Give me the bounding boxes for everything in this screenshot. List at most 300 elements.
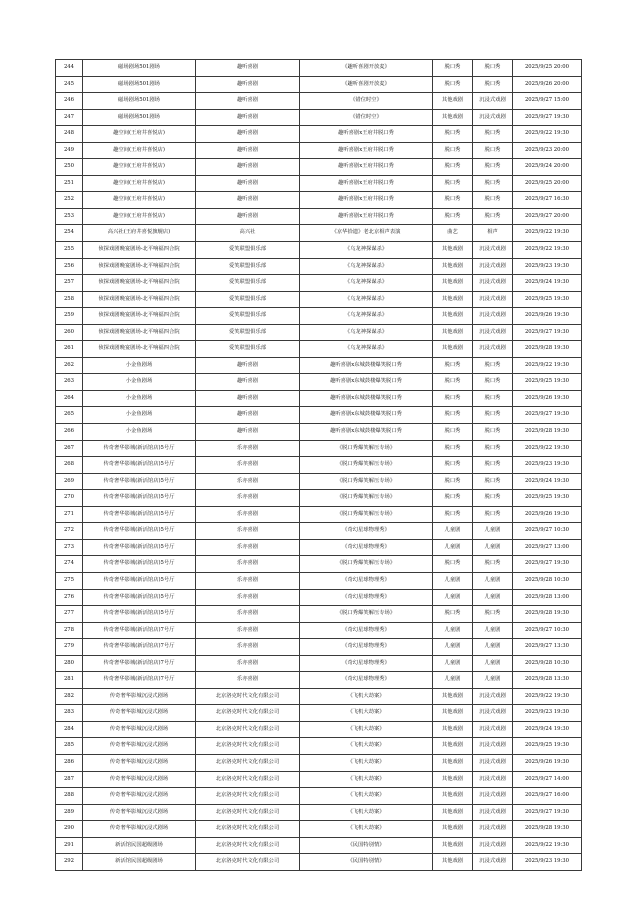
organizer-cell: 趣听喜剧 (196, 192, 300, 209)
organizer-cell: 北京洛克时代文化有限公司 (196, 754, 300, 771)
row-number-cell: 253 (56, 208, 83, 225)
genre-cell: 沉浸式戏剧 (473, 109, 513, 126)
venue-cell: 趣空间(王府井喜悦店) (83, 208, 196, 225)
category-cell: 其他戏剧 (433, 291, 473, 308)
row-number-cell: 273 (56, 539, 83, 556)
category-cell: 其他戏剧 (433, 308, 473, 325)
show-title-cell: 《奇幻星球物理秀》 (300, 539, 433, 556)
venue-cell: 传奇奢华影城(新活馆店)5号厅 (83, 606, 196, 623)
organizer-cell: 乐亦喜剧 (196, 490, 300, 507)
row-number-cell: 249 (56, 142, 83, 159)
datetime-cell: 2025/9/22 19:30 (513, 440, 582, 457)
row-number-cell: 267 (56, 440, 83, 457)
genre-cell: 脱口秀 (473, 159, 513, 176)
datetime-cell: 2025/9/28 19:30 (513, 606, 582, 623)
venue-cell: 磁场剧场501剧场 (83, 76, 196, 93)
genre-cell: 沉浸式戏剧 (473, 771, 513, 788)
datetime-cell: 2025/9/26 19:30 (513, 390, 582, 407)
datetime-cell: 2025/9/23 19:30 (513, 258, 582, 275)
category-cell: 脱口秀 (433, 76, 473, 93)
show-title-cell: 《脱口秀爆笑解压专场》 (300, 606, 433, 623)
organizer-cell: 乐亦喜剧 (196, 589, 300, 606)
genre-cell: 沉浸式戏剧 (473, 721, 513, 738)
organizer-cell: 趣听喜剧 (196, 93, 300, 110)
organizer-cell: 北京洛克时代文化有限公司 (196, 854, 300, 871)
category-cell: 儿童剧 (433, 672, 473, 689)
row-number-cell: 290 (56, 821, 83, 838)
category-cell: 儿童剧 (433, 589, 473, 606)
table-row (56, 688, 582, 705)
organizer-cell: 趣听喜剧 (196, 159, 300, 176)
datetime-cell: 2025/9/23 19:30 (513, 457, 582, 474)
row-number-cell: 286 (56, 754, 83, 771)
row-number-cell: 271 (56, 506, 83, 523)
organizer-cell: 北京洛克时代文化有限公司 (196, 821, 300, 838)
row-number-cell: 275 (56, 572, 83, 589)
category-cell: 曲艺 (433, 225, 473, 242)
genre-cell: 脱口秀 (473, 175, 513, 192)
genre-cell: 脱口秀 (473, 76, 513, 93)
datetime-cell: 2025/9/25 19:30 (513, 490, 582, 507)
venue-cell: 磁场剧场501剧场 (83, 60, 196, 77)
venue-cell: 传奇奢华影城沉浸式剧场 (83, 754, 196, 771)
table-row (56, 572, 582, 589)
genre-cell: 沉浸式戏剧 (473, 258, 513, 275)
category-cell: 脱口秀 (433, 159, 473, 176)
category-cell: 脱口秀 (433, 126, 473, 143)
venue-cell: 传奇奢华影城(新活馆店)5号厅 (83, 457, 196, 474)
category-cell: 儿童剧 (433, 523, 473, 540)
show-title-cell: 《脱口秀爆笑解压专场》 (300, 556, 433, 573)
show-title-cell: 《乌龙神探谋杀》 (300, 341, 433, 358)
organizer-cell: 爱笑联盟俱乐部 (196, 275, 300, 292)
table-row (56, 308, 582, 325)
table-row (56, 506, 582, 523)
venue-cell: 趣空间(王府井喜悦店) (83, 175, 196, 192)
venue-cell: 新活馆民国超级剧场 (83, 854, 196, 871)
venue-cell: 磁场剧场501剧场 (83, 93, 196, 110)
table-row (56, 606, 582, 623)
category-cell: 其他戏剧 (433, 705, 473, 722)
datetime-cell: 2025/9/23 20:00 (513, 142, 582, 159)
genre-cell: 相声 (473, 225, 513, 242)
genre-cell: 沉浸式戏剧 (473, 738, 513, 755)
category-cell: 儿童剧 (433, 622, 473, 639)
category-cell: 其他戏剧 (433, 275, 473, 292)
genre-cell: 沉浸式戏剧 (473, 821, 513, 838)
show-title-cell: 趣听喜剧x王府井脱口秀 (300, 142, 433, 159)
organizer-cell: 爱笑联盟俱乐部 (196, 341, 300, 358)
table-row (56, 457, 582, 474)
show-title-cell: 《飞机大劫案》 (300, 821, 433, 838)
show-title-cell: 《京华拾遗》老北京相声表演 (300, 225, 433, 242)
table-row (56, 175, 582, 192)
category-cell: 脱口秀 (433, 606, 473, 623)
venue-cell: 传奇奢华影城(新活馆店)5号厅 (83, 490, 196, 507)
show-title-cell: 趣听喜剧x王府井脱口秀 (300, 192, 433, 209)
category-cell: 儿童剧 (433, 539, 473, 556)
row-number-cell: 262 (56, 357, 83, 374)
genre-cell: 脱口秀 (473, 192, 513, 209)
venue-cell: 侦探戏剧晚宴剧场-北平响福四合院 (83, 275, 196, 292)
datetime-cell: 2025/9/23 19:30 (513, 705, 582, 722)
venue-cell: 侦探戏剧晚宴剧场-北平响福四合院 (83, 308, 196, 325)
row-number-cell: 251 (56, 175, 83, 192)
show-title-cell: 《错位时空》 (300, 109, 433, 126)
datetime-cell: 2025/9/28 19:30 (513, 821, 582, 838)
show-title-cell: 《乌龙神探谋杀》 (300, 291, 433, 308)
show-title-cell: 《飞机大劫案》 (300, 804, 433, 821)
organizer-cell: 爱笑联盟俱乐部 (196, 242, 300, 259)
category-cell: 其他戏剧 (433, 788, 473, 805)
category-cell: 其他戏剧 (433, 242, 473, 259)
genre-cell: 沉浸式戏剧 (473, 688, 513, 705)
table-row (56, 192, 582, 209)
show-title-cell: 《脱口秀爆笑解压专场》 (300, 457, 433, 474)
datetime-cell: 2025/9/24 19:30 (513, 473, 582, 490)
organizer-cell: 趣听喜剧 (196, 76, 300, 93)
genre-cell: 脱口秀 (473, 556, 513, 573)
table-row (56, 788, 582, 805)
genre-cell: 沉浸式戏剧 (473, 854, 513, 871)
organizer-cell: 趣听喜剧 (196, 424, 300, 441)
organizer-cell: 北京洛克时代文化有限公司 (196, 837, 300, 854)
datetime-cell: 2025/9/27 13:30 (513, 639, 582, 656)
organizer-cell: 北京洛克时代文化有限公司 (196, 788, 300, 805)
genre-cell: 儿童剧 (473, 622, 513, 639)
category-cell: 脱口秀 (433, 175, 473, 192)
row-number-cell: 284 (56, 721, 83, 738)
category-cell: 其他戏剧 (433, 258, 473, 275)
organizer-cell: 乐亦喜剧 (196, 639, 300, 656)
category-cell: 脱口秀 (433, 60, 473, 77)
category-cell: 其他戏剧 (433, 341, 473, 358)
venue-cell: 传奇奢华影城(新活馆店)5号厅 (83, 473, 196, 490)
datetime-cell: 2025/9/28 13:30 (513, 672, 582, 689)
datetime-cell: 2025/9/24 19:30 (513, 275, 582, 292)
venue-cell: 传奇奢华影城(新活馆店)5号厅 (83, 589, 196, 606)
datetime-cell: 2025/9/27 15:00 (513, 93, 582, 110)
genre-cell: 沉浸式戏剧 (473, 804, 513, 821)
row-number-cell: 266 (56, 424, 83, 441)
table-row (56, 109, 582, 126)
venue-cell: 高兴社(王府井喜悦旗舰店) (83, 225, 196, 242)
row-number-cell: 248 (56, 126, 83, 143)
venue-cell: 传奇奢华影城沉浸式剧场 (83, 721, 196, 738)
organizer-cell: 趣听喜剧 (196, 109, 300, 126)
venue-cell: 传奇奢华影城(新活馆店)5号厅 (83, 539, 196, 556)
genre-cell: 脱口秀 (473, 142, 513, 159)
organizer-cell: 趣听喜剧 (196, 208, 300, 225)
row-number-cell: 264 (56, 390, 83, 407)
datetime-cell: 2025/9/22 19:30 (513, 242, 582, 259)
organizer-cell: 爱笑联盟俱乐部 (196, 308, 300, 325)
venue-cell: 趣空间(王府井喜悦店) (83, 159, 196, 176)
row-number-cell: 246 (56, 93, 83, 110)
organizer-cell: 北京洛克时代文化有限公司 (196, 804, 300, 821)
genre-cell: 脱口秀 (473, 374, 513, 391)
table-row (56, 374, 582, 391)
organizer-cell: 乐亦喜剧 (196, 473, 300, 490)
venue-cell: 传奇奢华影城(新活馆店)5号厅 (83, 572, 196, 589)
datetime-cell: 2025/9/28 10:30 (513, 572, 582, 589)
venue-cell: 传奇奢华影城(新活馆店)5号厅 (83, 506, 196, 523)
genre-cell: 儿童剧 (473, 639, 513, 656)
genre-cell: 沉浸式戏剧 (473, 308, 513, 325)
genre-cell: 沉浸式戏剧 (473, 837, 513, 854)
organizer-cell: 乐亦喜剧 (196, 606, 300, 623)
genre-cell: 儿童剧 (473, 672, 513, 689)
row-number-cell: 276 (56, 589, 83, 606)
table-row (56, 738, 582, 755)
show-title-cell: 《民国特别情》 (300, 854, 433, 871)
show-title-cell: 《奇幻星球物理秀》 (300, 572, 433, 589)
datetime-cell: 2025/9/26 19:30 (513, 506, 582, 523)
datetime-cell: 2025/9/28 13:00 (513, 589, 582, 606)
show-title-cell: 《奇幻星球物理秀》 (300, 639, 433, 656)
datetime-cell: 2025/9/23 19:30 (513, 854, 582, 871)
genre-cell: 脱口秀 (473, 506, 513, 523)
table-row (56, 126, 582, 143)
organizer-cell: 乐亦喜剧 (196, 622, 300, 639)
category-cell: 脱口秀 (433, 142, 473, 159)
table-row (56, 490, 582, 507)
venue-cell: 传奇奢华影城(新活馆店)5号厅 (83, 440, 196, 457)
row-number-cell: 289 (56, 804, 83, 821)
show-title-cell: 趣听喜剧x东城鼓楼爆笑脱口秀 (300, 374, 433, 391)
organizer-cell: 乐亦喜剧 (196, 506, 300, 523)
venue-cell: 传奇奢华影城(新活馆店)7号厅 (83, 639, 196, 656)
category-cell: 儿童剧 (433, 572, 473, 589)
category-cell: 其他戏剧 (433, 688, 473, 705)
category-cell: 其他戏剧 (433, 738, 473, 755)
organizer-cell: 乐亦喜剧 (196, 655, 300, 672)
venue-cell: 小金鱼剧场 (83, 424, 196, 441)
datetime-cell: 2025/9/26 19:30 (513, 754, 582, 771)
genre-cell: 儿童剧 (473, 572, 513, 589)
venue-cell: 趣空间(王府井喜悦店) (83, 142, 196, 159)
datetime-cell: 2025/9/27 19:30 (513, 804, 582, 821)
datetime-cell: 2025/9/24 19:30 (513, 721, 582, 738)
show-title-cell: 《民国特别情》 (300, 837, 433, 854)
table-row (56, 258, 582, 275)
show-title-cell: 《奇幻星球物理秀》 (300, 622, 433, 639)
genre-cell: 沉浸式戏剧 (473, 341, 513, 358)
venue-cell: 传奇奢华影城沉浸式剧场 (83, 788, 196, 805)
table-row (56, 208, 582, 225)
organizer-cell: 趣听喜剧 (196, 126, 300, 143)
organizer-cell: 北京洛克时代文化有限公司 (196, 705, 300, 722)
category-cell: 脱口秀 (433, 490, 473, 507)
table-row (56, 771, 582, 788)
organizer-cell: 爱笑联盟俱乐部 (196, 258, 300, 275)
row-number-cell: 259 (56, 308, 83, 325)
organizer-cell: 爱笑联盟俱乐部 (196, 291, 300, 308)
category-cell: 脱口秀 (433, 506, 473, 523)
genre-cell: 沉浸式戏剧 (473, 788, 513, 805)
row-number-cell: 245 (56, 76, 83, 93)
genre-cell: 脱口秀 (473, 60, 513, 77)
datetime-cell: 2025/9/27 14:00 (513, 771, 582, 788)
table-row (56, 705, 582, 722)
organizer-cell: 乐亦喜剧 (196, 572, 300, 589)
row-number-cell: 247 (56, 109, 83, 126)
category-cell: 其他戏剧 (433, 324, 473, 341)
row-number-cell: 256 (56, 258, 83, 275)
venue-cell: 磁场剧场501剧场 (83, 109, 196, 126)
show-title-cell: 《飞机大劫案》 (300, 754, 433, 771)
organizer-cell: 北京洛克时代文化有限公司 (196, 721, 300, 738)
category-cell: 脱口秀 (433, 473, 473, 490)
category-cell: 脱口秀 (433, 208, 473, 225)
category-cell: 其他戏剧 (433, 804, 473, 821)
datetime-cell: 2025/9/27 19:30 (513, 556, 582, 573)
show-title-cell: 趣听喜剧x东城鼓楼爆笑脱口秀 (300, 390, 433, 407)
row-number-cell: 250 (56, 159, 83, 176)
organizer-cell: 乐亦喜剧 (196, 672, 300, 689)
show-title-cell: 《奇幻星球物理秀》 (300, 523, 433, 540)
table-row (56, 854, 582, 871)
genre-cell: 儿童剧 (473, 523, 513, 540)
venue-cell: 传奇奢华影城(新活馆店)7号厅 (83, 672, 196, 689)
organizer-cell: 趣听喜剧 (196, 60, 300, 77)
show-title-cell: 趣听喜剧x东城鼓楼爆笑脱口秀 (300, 407, 433, 424)
category-cell: 儿童剧 (433, 639, 473, 656)
row-number-cell: 257 (56, 275, 83, 292)
datetime-cell: 2025/9/28 10:30 (513, 655, 582, 672)
show-title-cell: 《乌龙神探谋杀》 (300, 275, 433, 292)
venue-cell: 趣空间(王府井喜悦店) (83, 192, 196, 209)
show-title-cell: 《乌龙神探谋杀》 (300, 308, 433, 325)
category-cell: 脱口秀 (433, 407, 473, 424)
table-row (56, 539, 582, 556)
table-row (56, 672, 582, 689)
table-row (56, 639, 582, 656)
genre-cell: 沉浸式戏剧 (473, 93, 513, 110)
table-row (56, 424, 582, 441)
organizer-cell: 乐亦喜剧 (196, 523, 300, 540)
organizer-cell: 趣听喜剧 (196, 175, 300, 192)
category-cell: 其他戏剧 (433, 754, 473, 771)
genre-cell: 脱口秀 (473, 208, 513, 225)
venue-cell: 传奇奢华影城沉浸式剧场 (83, 688, 196, 705)
show-title-cell: 《飞机大劫案》 (300, 721, 433, 738)
venue-cell: 侦探戏剧晚宴剧场-北平响福四合院 (83, 324, 196, 341)
datetime-cell: 2025/9/25 19:30 (513, 738, 582, 755)
row-number-cell: 254 (56, 225, 83, 242)
genre-cell: 沉浸式戏剧 (473, 291, 513, 308)
table-row (56, 440, 582, 457)
organizer-cell: 乐亦喜剧 (196, 539, 300, 556)
row-number-cell: 292 (56, 854, 83, 871)
datetime-cell: 2025/9/22 19:30 (513, 357, 582, 374)
genre-cell: 脱口秀 (473, 424, 513, 441)
genre-cell: 沉浸式戏剧 (473, 754, 513, 771)
organizer-cell: 趣听喜剧 (196, 374, 300, 391)
table-row (56, 291, 582, 308)
organizer-cell: 乐亦喜剧 (196, 440, 300, 457)
row-number-cell: 282 (56, 688, 83, 705)
show-title-cell: 《飞机大劫案》 (300, 788, 433, 805)
organizer-cell: 北京洛克时代文化有限公司 (196, 771, 300, 788)
table-row (56, 142, 582, 159)
show-title-cell: 《趣听喜剧开放麦》 (300, 76, 433, 93)
row-number-cell: 288 (56, 788, 83, 805)
show-title-cell: 《乌龙神探谋杀》 (300, 324, 433, 341)
table-row (56, 754, 582, 771)
organizer-cell: 趣听喜剧 (196, 407, 300, 424)
venue-cell: 传奇奢华影城(新活馆店)7号厅 (83, 655, 196, 672)
show-title-cell: 《奇幻星球物理秀》 (300, 589, 433, 606)
genre-cell: 脱口秀 (473, 490, 513, 507)
row-number-cell: 285 (56, 738, 83, 755)
organizer-cell: 乐亦喜剧 (196, 556, 300, 573)
datetime-cell: 2025/9/27 13:00 (513, 539, 582, 556)
datetime-cell: 2025/9/25 19:30 (513, 291, 582, 308)
venue-cell: 小金鱼剧场 (83, 357, 196, 374)
datetime-cell: 2025/9/28 19:30 (513, 341, 582, 358)
category-cell: 脱口秀 (433, 424, 473, 441)
datetime-cell: 2025/9/27 19:30 (513, 324, 582, 341)
table-row (56, 242, 582, 259)
datetime-cell: 2025/9/27 10:30 (513, 523, 582, 540)
datetime-cell: 2025/9/22 19:30 (513, 225, 582, 242)
row-number-cell: 260 (56, 324, 83, 341)
organizer-cell: 趣听喜剧 (196, 390, 300, 407)
datetime-cell: 2025/9/27 16:30 (513, 192, 582, 209)
table-row (56, 407, 582, 424)
table-row (56, 589, 582, 606)
show-title-cell: 趣听喜剧x王府井脱口秀 (300, 208, 433, 225)
show-title-cell: 趣听喜剧x东城鼓楼爆笑脱口秀 (300, 357, 433, 374)
table-row (56, 93, 582, 110)
row-number-cell: 279 (56, 639, 83, 656)
datetime-cell: 2025/9/26 20:00 (513, 76, 582, 93)
venue-cell: 传奇奢华影城(新活馆店)7号厅 (83, 622, 196, 639)
category-cell: 儿童剧 (433, 655, 473, 672)
show-title-cell: 趣听喜剧x王府井脱口秀 (300, 159, 433, 176)
category-cell: 脱口秀 (433, 357, 473, 374)
category-cell: 其他戏剧 (433, 721, 473, 738)
genre-cell: 儿童剧 (473, 589, 513, 606)
genre-cell: 脱口秀 (473, 390, 513, 407)
datetime-cell: 2025/9/22 19:30 (513, 126, 582, 143)
datetime-cell: 2025/9/27 20:00 (513, 208, 582, 225)
venue-cell: 小金鱼剧场 (83, 390, 196, 407)
row-number-cell: 269 (56, 473, 83, 490)
table-row (56, 390, 582, 407)
schedule-table (55, 59, 582, 871)
table-row (56, 60, 582, 77)
table-row (56, 622, 582, 639)
table-row (56, 275, 582, 292)
show-title-cell: 《飞机大劫案》 (300, 738, 433, 755)
row-number-cell: 283 (56, 705, 83, 722)
show-title-cell: 趣听喜剧x东城鼓楼爆笑脱口秀 (300, 424, 433, 441)
show-title-cell: 趣听喜剧x王府井脱口秀 (300, 126, 433, 143)
show-title-cell: 《脱口秀爆笑解压专场》 (300, 490, 433, 507)
row-number-cell: 287 (56, 771, 83, 788)
show-title-cell: 《奇幻星球物理秀》 (300, 655, 433, 672)
category-cell: 其他戏剧 (433, 109, 473, 126)
organizer-cell: 爱笑联盟俱乐部 (196, 324, 300, 341)
show-title-cell: 《乌龙神探谋杀》 (300, 258, 433, 275)
category-cell: 脱口秀 (433, 457, 473, 474)
datetime-cell: 2025/9/25 20:00 (513, 60, 582, 77)
row-number-cell: 263 (56, 374, 83, 391)
genre-cell: 沉浸式戏剧 (473, 324, 513, 341)
genre-cell: 儿童剧 (473, 655, 513, 672)
